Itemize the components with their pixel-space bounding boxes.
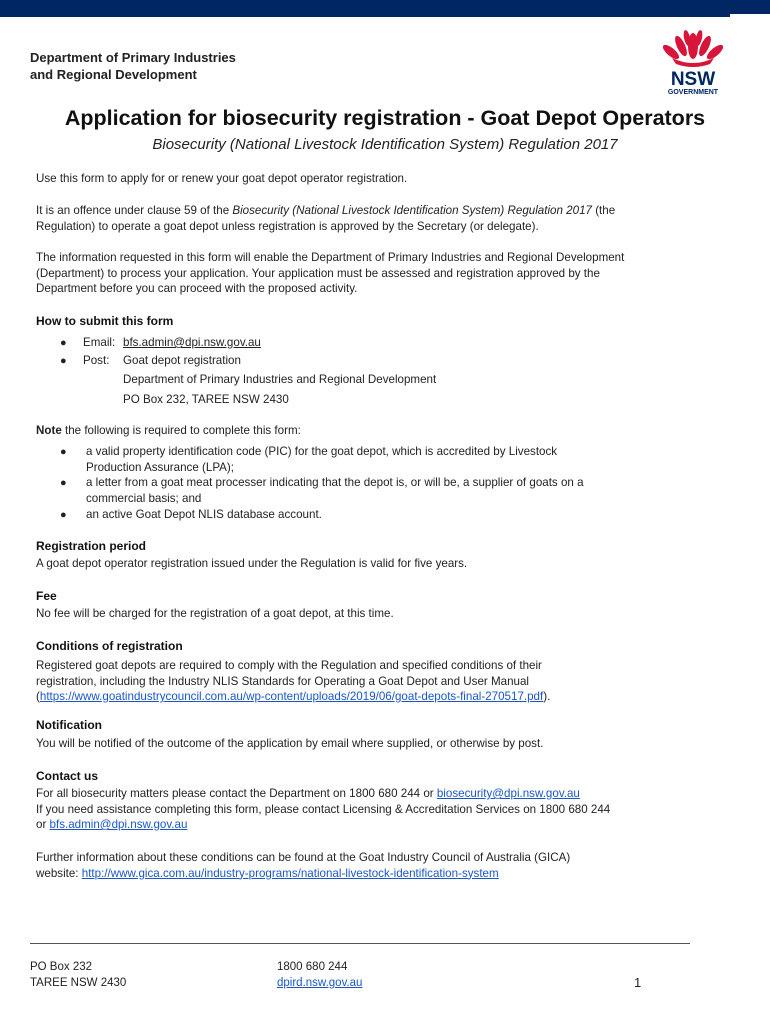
regulation-name: Biosecurity (National Livestock Identification System) Regulation 2017 xyxy=(232,204,592,217)
post-address-line-3: PO Box 232, TAREE NSW 2430 xyxy=(123,393,289,406)
requirement-item-2 xyxy=(86,475,584,506)
biosecurity-email-link[interactable]: biosecurity@dpi.nsw.gov.au xyxy=(436,787,580,800)
note-paragraph xyxy=(36,423,726,439)
intro-p3-line-2: (Department) to process your application. Your application must be assessed and registration approved by the xyxy=(36,266,600,280)
dept-line-2: and Regional Development xyxy=(30,67,197,82)
submit-heading: How to submit this form xyxy=(36,314,174,328)
banner-notch xyxy=(730,14,770,18)
note-text: the following is required to complete this form: xyxy=(61,424,301,437)
page-number: 1 xyxy=(634,975,642,990)
conditions-line-1: Registered goat depots are required to comply with the Regulation and specified conditions of their xyxy=(36,659,542,672)
conditions-heading: Conditions of registration xyxy=(36,639,183,653)
registration-period-text: A goat depot operator registration issued under the Regulation is valid for five years. xyxy=(36,557,468,570)
footer-po-box: PO Box 232 xyxy=(30,961,93,973)
intro-p2-text-a: It is an offence under clause 59 of the xyxy=(36,204,233,217)
waratah-flower-icon xyxy=(661,30,725,67)
intro-p2-line-2: Regulation) to operate a goat depot unless registration is approved by the Secretary (or delegate). xyxy=(36,219,539,233)
requirement-2-line-1: a letter from a goat meat processer indicating that the depot is, or will be, a supplier of goats on a xyxy=(86,476,584,489)
top-banner xyxy=(0,0,770,17)
bullet-dot: ● xyxy=(60,355,67,367)
contact-line-1: For all biosecurity matters please contact the Department on 1800 680 244 or xyxy=(36,787,437,800)
bfs-admin-email-link[interactable]: bfs.admin@dpi.nsw.gov.au xyxy=(49,818,188,831)
conditions-paragraph xyxy=(36,658,726,705)
fee-text: No fee will be charged for the registration of a goat depot, at this time. xyxy=(36,607,394,620)
page-title: Application for biosecurity registration - Goat Depot Operators xyxy=(64,106,706,130)
dept-line-1: Department of Primary Industries xyxy=(30,50,236,65)
further-info-website-label: website: xyxy=(36,866,82,880)
department-name xyxy=(30,49,236,83)
nsw-government-logo xyxy=(652,24,734,96)
footer-contact xyxy=(277,959,362,991)
gica-website-link[interactable]: http://www.gica.com.au/industry-programs/national-livestock-identification-system xyxy=(81,866,499,880)
intro-p2-text-b: (the xyxy=(591,204,616,217)
conditions-paren-close: ). xyxy=(543,690,551,703)
intro-p3-line-3: Department before you can proceed with the proposed activity. xyxy=(36,282,358,295)
conditions-paren-open: ( xyxy=(36,690,40,703)
page-subtitle: Biosecurity (National Livestock Identification System) Regulation 2017 xyxy=(152,136,618,153)
further-info-line-1: Further information about these conditions can be found at the Goat Industry Council of Australia (GICA) xyxy=(36,851,571,864)
intro-paragraph-3 xyxy=(36,250,726,297)
footer-address xyxy=(30,959,126,991)
post-label: Post: xyxy=(83,354,110,367)
post-address-line-2: Department of Primary Industries and Regional Development xyxy=(123,373,437,386)
contact-heading: Contact us xyxy=(36,769,99,783)
footer-website-link[interactable]: dpird.nsw.gov.au xyxy=(277,977,363,989)
intro-paragraph-1: Use this form to apply for or renew your goat depot operator registration. xyxy=(36,172,408,185)
footer-town: TAREE NSW 2430 xyxy=(30,977,127,989)
intro-p3-line-1: The information requested in this form will enable the Department of Primary Industries and Regional Development xyxy=(36,251,625,264)
fee-heading: Fee xyxy=(36,589,57,603)
logo-government-text: GOVERNMENT xyxy=(667,89,719,96)
registration-period-heading: Registration period xyxy=(36,539,147,553)
requirement-item-1 xyxy=(86,444,557,475)
notification-heading: Notification xyxy=(36,718,102,732)
intro-paragraph-2 xyxy=(36,203,726,234)
email-label: Email: xyxy=(83,336,116,349)
contact-paragraph xyxy=(36,786,726,833)
bullet-dot: ● xyxy=(60,509,67,521)
submit-email-link[interactable]: bfs.admin@dpi.nsw.gov.au xyxy=(123,336,261,349)
bullet-dot: ● xyxy=(60,337,67,349)
footer-phone: 1800 680 244 xyxy=(277,961,348,973)
requirement-2-line-2: commercial basis; and xyxy=(86,491,202,505)
further-info-paragraph xyxy=(36,850,726,881)
note-bold-label: Note xyxy=(36,424,62,437)
conditions-line-2: registration, including the Industry NLIS Standards for Operating a Goat Depot and User Manual xyxy=(36,674,530,688)
contact-line-2: If you need assistance completing this form, please contact Licensing & Accreditation Services on 1800 680 244 xyxy=(36,802,611,816)
logo-nsw-text: NSW xyxy=(670,69,716,90)
bullet-dot: ● xyxy=(60,477,67,489)
notification-text: You will be notified of the outcome of the application by email where supplied, or otherwise by post. xyxy=(36,737,544,750)
requirement-item-3: an active Goat Depot NLIS database account. xyxy=(86,508,322,521)
footer-divider xyxy=(30,943,690,944)
contact-line-3: or xyxy=(36,818,50,831)
requirement-1-line-1: a valid property identification code (PIC) for the goat depot, which is accredited by Livestock xyxy=(86,445,558,458)
goat-depot-manual-link[interactable]: https://www.goatindustrycouncil.com.au/wp-content/uploads/2019/06/goat-depots-final-270517.pdf xyxy=(39,690,544,703)
bullet-dot: ● xyxy=(60,446,67,458)
post-address-line-1: Goat depot registration xyxy=(123,354,241,367)
requirement-1-line-2: Production Assurance (LPA); xyxy=(86,460,235,474)
